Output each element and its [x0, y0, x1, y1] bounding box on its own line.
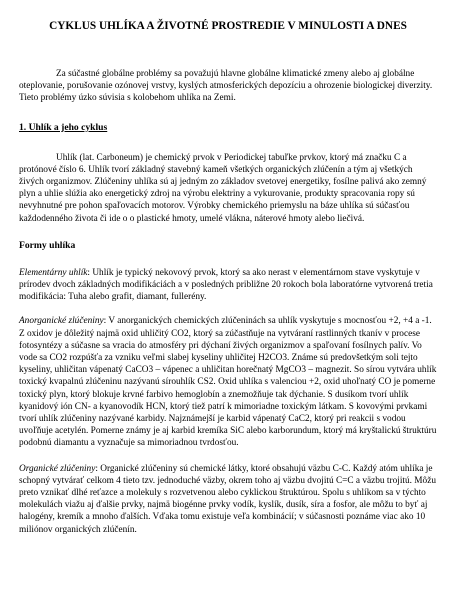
- elemental-carbon-lead: Elementárny uhlík: [19, 267, 88, 278]
- section-heading-carbon-cycle: 1. Uhlík a jeho cyklus: [19, 121, 108, 133]
- carbon-paragraph: Uhlík (lat. Carboneum) je chemický prvok v Periodickej tabuľke prvkov, ktorý má značku C a protónové číslo 6. Uhlík tvorí základný stavebný kameň všetkých organických zlúčenín a tým aj všetkých živých organizmov. Zlúčeniny uhlíka sú aj jedným zo základov svetovej energetiky, fosílne palivá ako zemný plyn a uhlie slúžia ako energetický zdroj na výrobu elektriny a vykurovanie, produkty spracovania ropy sú nevyhnutné pre pohon spaľovacích motorov. Výrobky chemického priemyslu na báze uhlíka sú súčasťou každodenného života či ide o o plastické hmoty, umelé vlákna, náterové hmoty alebo liečivá.: [19, 152, 427, 224]
- organic-compounds-text: : Organické zlúčeniny sú chemické látky, ktoré obsahujú väzbu C-C. Každý atóm uhlíka je schopný vytvárať celkom 4 tieto tzv. jednoduché väzby, okrem toho aj väzbu dvojitú C=C a väzbu trojitú. Môžu preto vznikať dlhé reťazce a molekuly s rozvetvenou alebo cyklickou štruktúrou. Spolu s uhlíkom sa v týchto molekulách viažu aj ďalšie prvky, najmä biogénne prvky vodík, kyslík, dusík, síra a fosfor, ale môžu to byť aj halogény, kremík a mnoho ďalších. Vďaka tomu existuje veľa kombinácií; v súčasnosti poznáme viac ako 10 miliónov organických zlúčenín.: [19, 463, 436, 535]
- inorganic-compounds-lead: Anorganické zlúčeniny: [19, 316, 104, 327]
- inorganic-compounds-text: : V anorganických chemických zlúčeninách sa uhlík vyskytuje s mocnosťou +2, +4 a -1. Z oxidov je dôležitý najmä oxid uhličitý CO2, ktorý sa zúčastňuje na vytváraní rastlinných tkanív v procese fotosyntézy a súčasne sa vracia do atmosféry pri dýchaní živých organizmov a spaľovaní fosílnych palív. Vo vode sa CO2 rozpúšťa za vzniku veľmi slabej kyseliny uhličitej H2CO3. Známe sú predovšetkým soli tejto kyseliny, uhličitan vápenatý CaCO3 – vápenec a uhličitan horečnatý MgCO3 – magnezit. So sírou vytvára uhlík toxický kvapalnú zlúčeninu nazývanú sírouhlík CS2. Oxid uhlíka s valenciou +2, oxid uhoľnatý CO je pomerne toxický plyn, ktorý blokuje krvné farbivo hemoglobín a znemožňuje tak dýchanie. S dusíkom tvorí uhlík kyanidový ión CN- a kyanovodík HCN, ktorý tiež patrí k mimoriadne toxickým látkam. S kovovými prvkami tvorí uhlík zlúčeniny nazývané karbidy. Najznámejší je karbid vápenatý CaC2, ktorý pri reakcii s vodou uvoľňuje acetylén. Pomerne známy je aj karbid kremíka SiC alebo karborundum, ktorý má kryštalickú štruktúru podobnú diamantu a vyznačuje sa mimoriadnou tvrdosťou.: [19, 316, 437, 449]
- organic-compounds-paragraph: [19, 463, 437, 536]
- organic-compounds-lead: Organické zlúčeniny: [19, 463, 96, 474]
- elemental-carbon-paragraph: [19, 267, 437, 304]
- intro-paragraph: Za súčastné globálne problémy sa považujú hlavne globálne klimatické zmeny alebo aj globálne oteplovanie, porušovanie ozónovej vrstvy, kyslých atmosferických depozíciu a ohrozenie biologickej diverzity. Tieto problémy úzko súvisia s kolobehom uhlíka na Zemi.: [19, 69, 433, 104]
- document-title: CYKLUS UHLÍKA A ŽIVOTNÉ PROSTREDIE V MINULOSTI A DNES: [49, 20, 407, 32]
- elemental-carbon-text: : Uhlík je typický nekovový prvok, ktorý sa ako nerast v elementárnom stave vyskytuje v prírodev dvoch základných modifikáciách a v posledných približne 20 rokoch bola laboratórne vytvorená tretia modifikácia: Tuha alebo grafit, diamant, fullerény.: [19, 267, 433, 303]
- forms-heading: Formy uhlíka: [19, 239, 76, 251]
- inorganic-compounds-paragraph: [19, 315, 437, 449]
